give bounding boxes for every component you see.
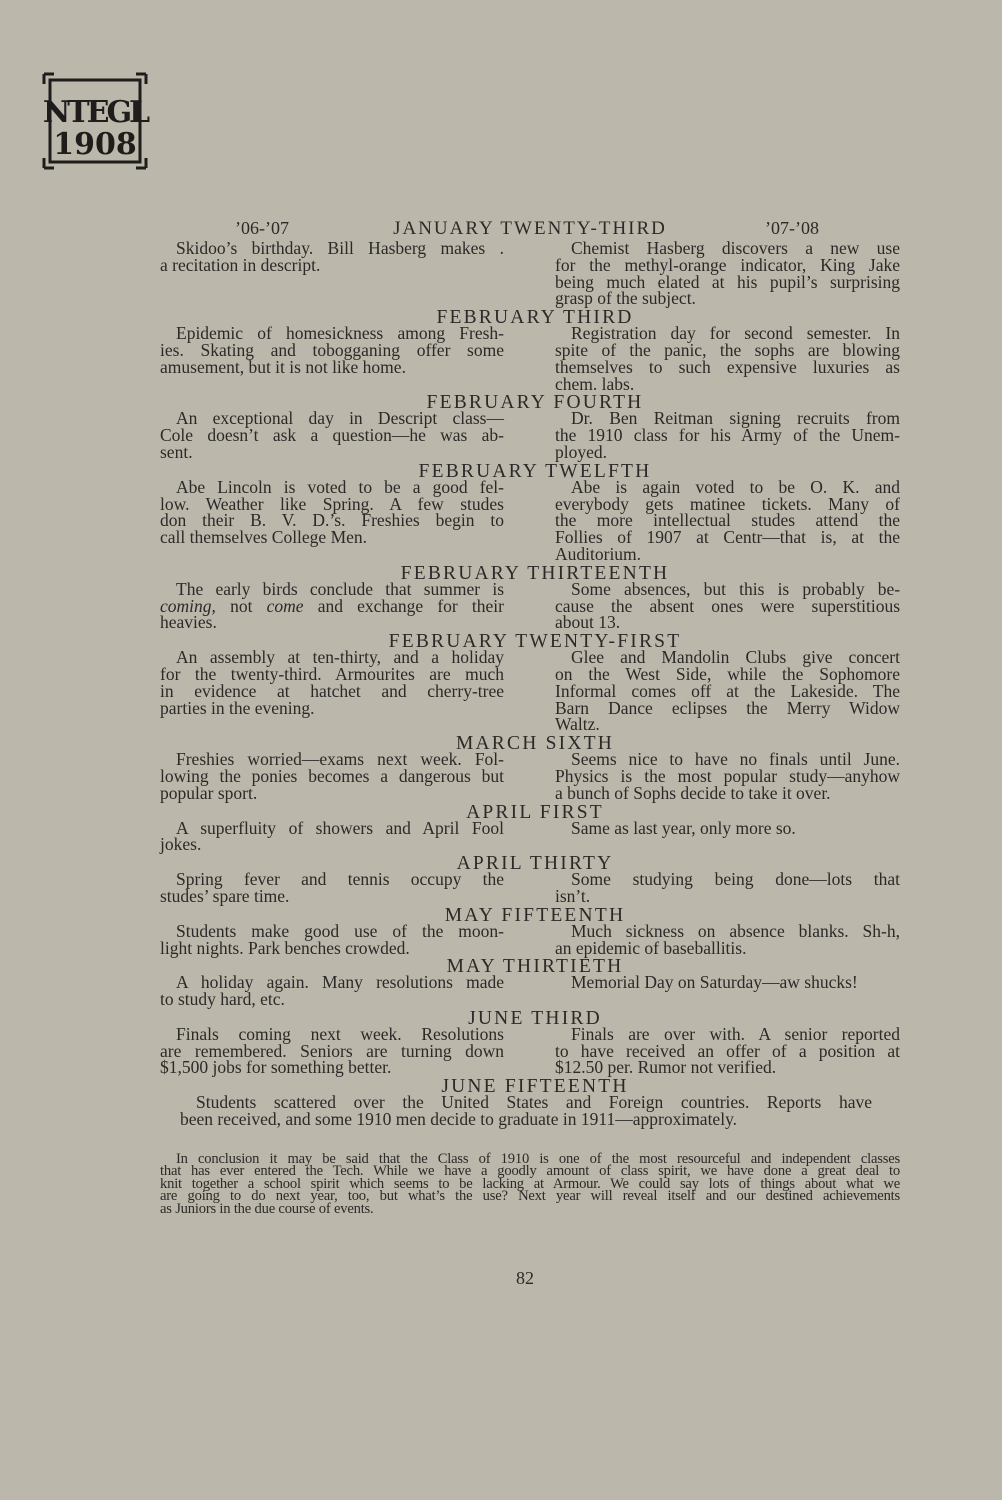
date-heading: MARCH SIXTH: [455, 733, 614, 755]
text-line: Freshies worried—exams next week. Fol-: [176, 749, 504, 770]
diary-entry: [160, 410, 900, 460]
diary-content: [160, 240, 900, 1215]
text-line: Abe Lincoln is voted to be a good fel-: [176, 476, 504, 497]
entry-left-column: [160, 410, 504, 460]
text-line: Finals coming next week. Resolutions: [176, 1023, 504, 1044]
entry-right-column: [555, 974, 900, 1008]
text-line: Abe is again voted to be O. K. and: [571, 476, 900, 497]
text-line: the more intellectual studes attend the: [555, 510, 900, 531]
text-line: $12.50 per. Rumor not verified.: [555, 1057, 777, 1078]
text-line: jokes.: [160, 834, 202, 855]
date-heading: JUNE FIFTEENTH: [441, 1076, 629, 1098]
diary-entry: [160, 240, 900, 307]
text-line: that has ever entered the Tech. While we have a goodly amount of class spirit, we have done a great deal to: [160, 1163, 900, 1180]
text-line: parties in the evening.: [160, 697, 315, 718]
date-heading: JUNE THIRD: [468, 1007, 602, 1029]
text-line: Memorial Day on Saturday—aw shucks!: [571, 972, 858, 993]
text-line: studes’ spare time.: [160, 885, 290, 906]
diary-entry: [160, 578, 901, 633]
svg-text:1908: 1908: [53, 127, 137, 162]
text-line: everybody gets matinee tickets. Many of: [555, 493, 900, 514]
entry-left-column: [160, 974, 504, 1008]
text-line: Cole doesn’t ask a question—he was ab-: [160, 425, 504, 446]
date-heading: MAY THIRTIETH: [446, 956, 624, 978]
text-line: Dr. Ben Reitman signing recruits from: [571, 408, 900, 429]
year-right: ’07-’08: [765, 218, 819, 238]
text-line: Spring fever and tennis occupy the: [176, 869, 504, 890]
text-line: Finals are over with. A senior reported: [571, 1023, 900, 1044]
text-line: being much elated at his pupil’s surprising: [555, 271, 900, 292]
text-line: Physics is the most popular study—anyhow: [555, 765, 900, 786]
entry-right-column: [555, 649, 900, 733]
date-heading: FEBRUARY TWENTY-FIRST: [388, 631, 682, 653]
integral-1908-logo: [40, 70, 150, 172]
text-line: Barn Dance eclipses the Merry Widow: [555, 697, 900, 718]
text-line: are going to do next year, too, but what’s the use? Next year will reveal itself and our destined achievements: [160, 1188, 900, 1205]
text-line: $1,500 jobs for something better.: [160, 1057, 392, 1078]
entry-left-column: [160, 240, 504, 307]
date-heading: FEBRUARY TWELFTH: [418, 460, 652, 482]
entry-left-column: [160, 476, 504, 563]
text-line: Some absences, but this is probably be-: [571, 578, 901, 599]
entry-right-column: [555, 578, 901, 633]
text-line: as Juniors in the due course of events.: [160, 1200, 374, 1217]
entry-left-column: [160, 751, 504, 801]
italic-word: come: [266, 595, 304, 616]
text-line: a bunch of Sophs decide to take it over.: [555, 782, 831, 803]
text-line: cause the absent ones were superstitious: [555, 595, 901, 616]
diary-entry: [160, 1023, 900, 1078]
text-line: Much sickness on absence blanks. Sh-h,: [571, 920, 900, 941]
entry-right-column: [555, 476, 900, 564]
text-line: call themselves College Men.: [160, 527, 368, 548]
text-line: Glee and Mandolin Clubs give concert: [571, 647, 900, 668]
date-header: [160, 218, 900, 238]
diary-entry: [160, 649, 900, 733]
entry-left-column: [160, 649, 504, 733]
date-heading: MAY FIFTEENTH: [444, 904, 626, 926]
entry-right-column: [555, 920, 900, 958]
text-line: knit together a school spirit which seems to be lacking at Armour. We could say lots of things about what we: [160, 1175, 900, 1192]
date-title: JANUARY TWENTY-THIRD: [393, 218, 667, 239]
final-entry-text: [160, 1094, 900, 1128]
date-heading: FEBRUARY THIRD: [436, 307, 634, 329]
entry-left-column: [160, 325, 504, 392]
text-line: been received, and some 1910 men decide to graduate in 1911—approximately.: [180, 1109, 738, 1130]
text-line: coming, not come and exchange for their: [160, 595, 504, 616]
diary-entry: [160, 751, 900, 801]
text-line: Same as last year, only more so.: [571, 817, 796, 838]
text-line: are remembered. Seniors are turning down: [160, 1040, 504, 1061]
date-heading: APRIL FIRST: [466, 801, 604, 823]
text-line: ies. Skating and tobogganing offer some: [160, 339, 504, 360]
entry-left-column: [160, 817, 504, 855]
diary-entry: [160, 974, 900, 1008]
text-line: Skidoo’s birthday. Bill Hasberg makes .: [176, 238, 504, 258]
text-line: sent.: [160, 441, 193, 462]
text-line: The early birds conclude that summer is: [176, 578, 505, 599]
entry-left-column: [160, 871, 504, 905]
text-line: Chemist Hasberg discovers a new use: [571, 238, 900, 258]
text-line: low. Weather like Spring. A few studes: [160, 493, 504, 514]
text-line: spite of the panic, the sophs are blowing: [555, 339, 900, 360]
text-line: Auditorium.: [555, 543, 642, 564]
text-line: Epidemic of homesickness among Fresh-: [176, 323, 504, 344]
conclusion-paragraph: [160, 1150, 900, 1217]
text-line: Registration day for second semester. In: [571, 323, 900, 344]
text-line: Some studying being done—lots that: [571, 869, 900, 890]
text-line: lowing the ponies becomes a dangerous but: [160, 765, 504, 786]
text-line: on the West Side, while the Sophomore: [555, 663, 900, 684]
text-line: to have received an offer of a position at: [555, 1040, 900, 1061]
text-line: A superfluity of showers and April Fool: [176, 817, 504, 838]
text-line: grasp of the subject.: [555, 288, 696, 309]
text-line: An assembly at ten-thirty, and a holiday: [176, 647, 504, 668]
text-line: the 1910 class for his Army of the Unem-: [555, 425, 900, 446]
diary-entry: [160, 817, 900, 855]
diary-entry: [160, 920, 900, 958]
entry-left-column: [160, 1023, 504, 1078]
entry-right-column: [555, 410, 900, 460]
text-line: Waltz.: [555, 714, 600, 735]
text-line: for the methyl-orange indicator, King Jake: [555, 254, 900, 275]
date-heading: APRIL THIRTY: [456, 853, 614, 875]
text-line: amusement, but it is not like home.: [160, 356, 406, 377]
text-line: light nights. Park benches crowded.: [160, 937, 410, 958]
text-line: in evidence at hatchet and cherry-tree: [160, 680, 504, 701]
text-line: a recitation in descript.: [160, 254, 321, 275]
entry-right-column: [555, 1023, 900, 1078]
text-line: to study hard, etc.: [160, 989, 285, 1010]
page-number: 82: [516, 1268, 534, 1288]
date-heading: FEBRUARY THIRTEENTH: [400, 562, 670, 584]
text-line: ployed.: [555, 441, 608, 462]
text-line: popular sport.: [160, 782, 258, 803]
text-line: about 13.: [555, 612, 621, 633]
text-line: chem. labs.: [555, 373, 635, 394]
date-heading: FEBRUARY FOURTH: [426, 392, 644, 414]
year-left: ’06-’07: [235, 218, 289, 238]
text-line: heavies.: [160, 612, 217, 633]
entry-right-column: [555, 817, 900, 854]
entry-left-column: [160, 578, 505, 633]
entry-right-column: [555, 240, 900, 307]
italic-word: coming,: [160, 595, 216, 616]
entry-right-column: [555, 871, 900, 905]
entry-left-column: [160, 920, 504, 958]
text-line: for the twenty-third. Armourites are much: [160, 663, 504, 684]
text-line: Students make good use of the moon-: [176, 920, 504, 941]
text-line: Follies of 1907 at Centr—that is, at the: [555, 527, 900, 548]
svg-text:NTEGL: NTEGL: [42, 95, 148, 130]
text-line: Seems nice to have no finals until June.: [571, 749, 900, 770]
text-line: themselves to such expensive luxuries as: [555, 356, 900, 377]
text-line: In conclusion it may be said that the Class of 1910 is one of the most resourceful and independent classes: [176, 1150, 900, 1167]
text-line: an epidemic of baseballitis.: [555, 937, 747, 958]
text-line: isn’t.: [555, 885, 591, 906]
diary-entry: [160, 871, 900, 905]
text-line: Students scattered over the United States and Foreign countries. Reports have: [196, 1092, 872, 1113]
text-line: An exceptional day in Descript class—: [176, 408, 504, 429]
text-line: Informal comes off at the Lakeside. The: [555, 680, 900, 701]
text-line: don their B. V. D.’s. Freshies begin to: [160, 510, 504, 531]
diary-entry: [160, 325, 900, 392]
entry-right-column: [555, 751, 900, 801]
entry-right-column: [555, 325, 900, 392]
text-line: A holiday again. Many resolutions made: [176, 972, 504, 993]
diary-entry: [160, 476, 900, 564]
